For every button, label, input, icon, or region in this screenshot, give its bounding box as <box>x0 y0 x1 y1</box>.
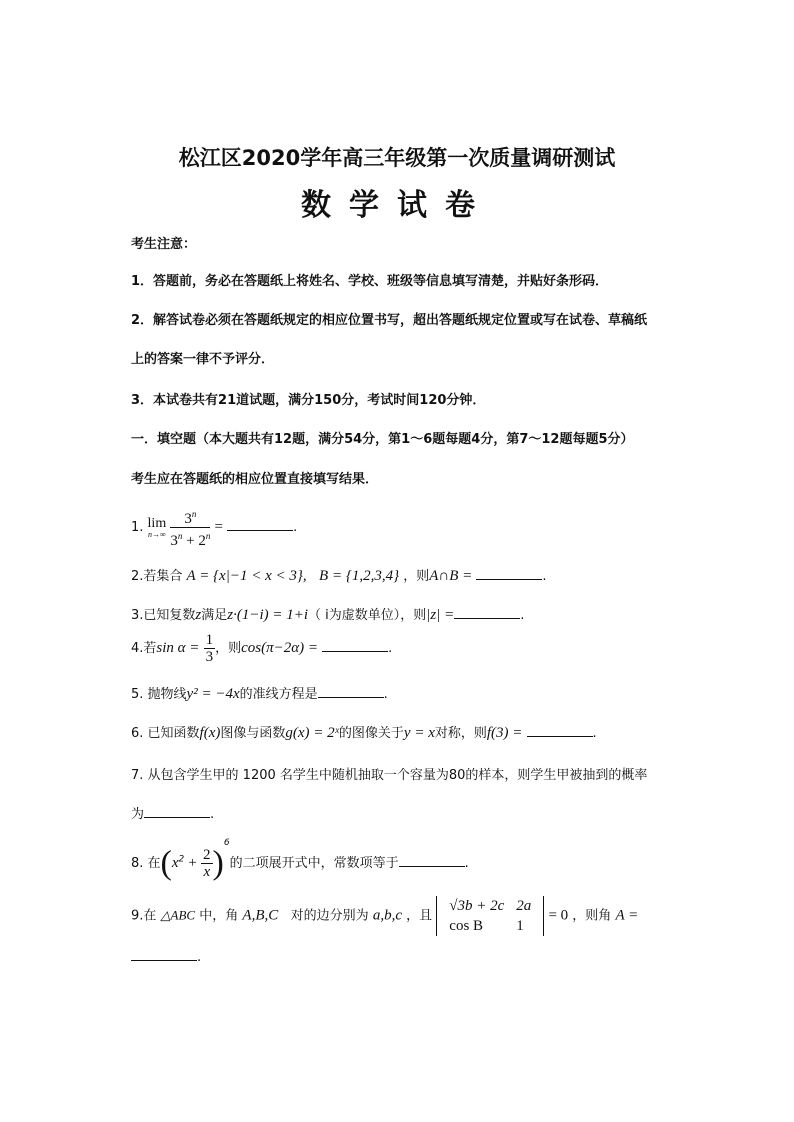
notice-item-2a: 2．解答试卷必须在答题纸规定的相应位置书写，超出答题纸规定位置或写在试卷、草稿纸 <box>131 313 648 328</box>
answer-blank-3[interactable] <box>454 606 520 619</box>
notice-item-1: 1．答题前，务必在答题纸上将姓名、学校、班级等信息填写清楚，并贴好条形码． <box>131 274 609 289</box>
answer-blank-7[interactable] <box>144 805 210 818</box>
answer-blank-2[interactable] <box>476 567 542 580</box>
answer-blank-8[interactable] <box>399 854 465 867</box>
section1-instruction: 考生应在答题纸的相应位置直接填写结果． <box>131 472 379 487</box>
answer-blank-4[interactable] <box>322 639 388 652</box>
question-5: 5. 抛物线y² = −4x的准线方程是 . <box>131 686 388 702</box>
question-7-line-2: 为 . <box>131 807 215 822</box>
answer-blank-5[interactable] <box>318 685 384 698</box>
notice-heading: 考生注意： <box>131 237 197 252</box>
answer-blank-1[interactable] <box>227 518 293 531</box>
exam-subtitle: 数学试卷 <box>301 188 493 223</box>
notice-item-3: 3．本试卷共有21道试题，满分150分，考试时间120分钟． <box>131 393 486 408</box>
question-6: 6. 已知函数f(x)图像与函数g(x) = 2ˣ的图像关于y = x对称，则f(3) = . <box>131 725 597 741</box>
q8-fraction: $\frac{2}{x}$ <box>203 847 211 880</box>
q1-label: 1. <box>131 520 144 535</box>
question-9: 9.在 △ABC 中，角 A,B,C 对的边分别为 a,b,c ，且 √3b + 2c 2a cos B 1 = 0 ，则角 A = <box>131 898 639 934</box>
question-4: 4.若sin α = $\frac{1}{3}$ ，则cos(π−2α) = . <box>131 632 393 665</box>
answer-blank-9[interactable] <box>131 948 197 961</box>
q4-fraction: $\frac{1}{3}$ <box>205 632 214 665</box>
q1-fraction: $\frac{3^n}{3^n + 2^n}$ <box>170 506 210 549</box>
q1-limit: lim n→∞ <box>147 515 167 539</box>
q9-determinant: √3b + 2c 2a cos B 1 <box>436 896 544 936</box>
question-9-answer-line: . <box>131 948 201 965</box>
question-3: 3.已知复数z满足z·(1−i) = 1+i（ i为虚数单位），则|z| = . <box>131 607 525 623</box>
question-8: 8. 在($x^2$ + $\frac{2}{x}$ )$^6$的二项展开式中，常数项等于 . <box>131 838 469 882</box>
section1-heading: 一．填空题（本大题共有12题，满分54分，第1～6题每题4分，第7～12题每题5分） <box>131 432 634 447</box>
question-1: 1. lim n→∞ $\frac{3^n}{3^n + 2^n}$ = . <box>131 506 297 549</box>
notice-item-2b: 上的答案一律不予评分． <box>131 352 275 367</box>
exam-title: 松江区2020学年高三年级第一次质量调研测试 <box>178 146 616 170</box>
question-7-line-1: 7. 从包含学生甲的 1200 名学生中随机抽取一个容量为80的样本，则学生甲被抽到的概率 <box>131 768 648 783</box>
answer-blank-6[interactable] <box>527 724 593 737</box>
question-2: 2.若集合 A = {x|−1 < x < 3}, B = {1,2,3,4} ，则A∩B = . <box>131 568 547 584</box>
